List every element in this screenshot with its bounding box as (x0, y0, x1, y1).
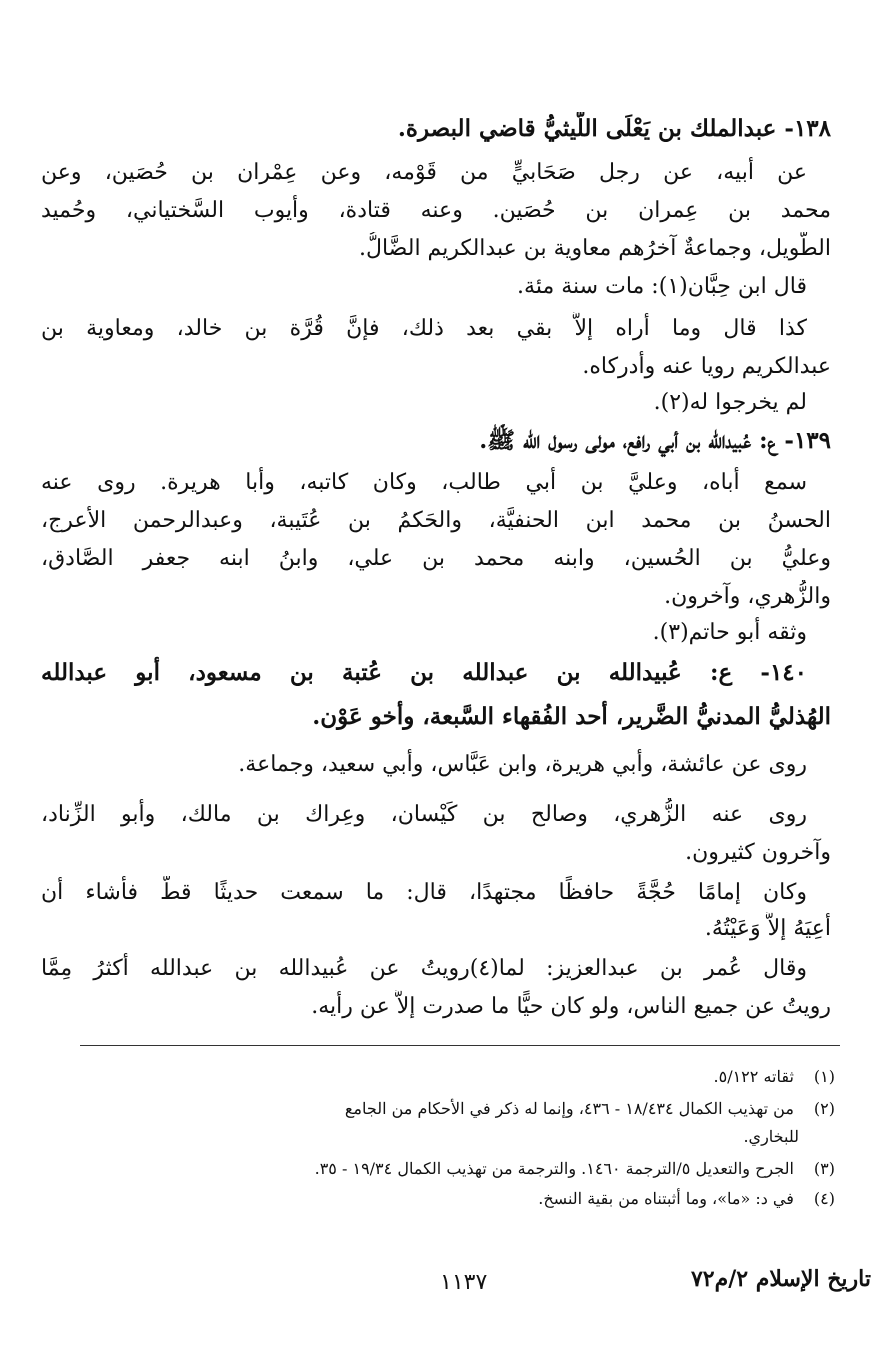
footnote-number: (٢) (813, 1099, 835, 1118)
footnote-3 (315, 1156, 835, 1182)
footnote-text: من تهذيب الكمال ١٨/٤٣٤ - ٤٣٦، وإنما له ذكر في الأحكام من الجامع (344, 1099, 794, 1118)
footnote-4 (538, 1186, 835, 1212)
entry-heading-138: ١٣٨- عبدالملك بن يَعْلَى اللَّيثيُّ قاضي البصرة. (397, 115, 831, 142)
text-line: والزُّهري، وآخرون. (664, 584, 831, 609)
text-line: رويتُ عن جميع الناس، ولو كان حيًّا ما صدرت إلاَّ عن رأيه. (311, 994, 831, 1019)
text-line: قال ابن حِبَّان(١): مات سنة مئة. (517, 274, 807, 299)
text-line: روى عن عائشة، وأبي هريرة، وابن عَبَّاس، وأبي سعيد، وجماعة. (238, 752, 807, 777)
footnote-number: (١) (813, 1067, 835, 1086)
text-line: وآخرون كثيرون. (685, 840, 831, 865)
footnote-rule (80, 1045, 840, 1046)
footnote-number: (٣) (813, 1159, 835, 1178)
footnote-text: الجرح والتعديل ٥/الترجمة ١٤٦٠. والترجمة من تهذيب الكمال ١٩/٣٤ - ٣٥. (314, 1159, 794, 1178)
text-line: وثقه أبو حاتم(٣). (652, 620, 807, 645)
text-line: لم يخرجوا له(٢). (653, 390, 807, 415)
text-line: عن أبيه، عن رجل صَحَابيٍّ من قَوْمه، وعن عِمْران بن حُصَين، وعن (41, 160, 807, 185)
text-line: عبدالكريم رويا عنه وأدركاه. (582, 354, 831, 379)
text-line: أعِيَهُ إلاَّ وَعَيْتُهُ. (704, 916, 831, 941)
entry-heading-139: ١٣٩- ع: عُبيدالله بن أبي رافع، مولى رسول الله ﷺ. (479, 427, 831, 454)
footnote-text: في د: «ما»، وما أثبتناه من بقية النسخ. (538, 1189, 794, 1208)
text-line: وكان إمامًا حُجَّةً حافظًا مجتهدًا، قال: ما سمعت حديثًا قطُّ فأشاء أن (41, 880, 807, 905)
footnote-text: للبخاري. (743, 1127, 799, 1146)
page-number: ١١٣٧ (440, 1270, 488, 1295)
text-line: سمع أباه، وعليَّ بن أبي طالب، وكان كاتبه، وأبا هريرة. روى عنه (41, 470, 807, 495)
text-line: وعليُّ بن الحُسين، وابنه محمد بن علي، وابنُ ابنه جعفر الصَّادق، (41, 546, 831, 571)
text-line: الحسنُ بن محمد ابن الحنفيَّة، والحَكمُ بن عُتَيبة، وعبدالرحمن الأعرج، (41, 508, 831, 533)
text-line: الطَّويل، وجماعةٌ آخرُهم معاوية بن عبدالكريم الضَّالُّ. (358, 236, 831, 261)
book-signature: تاريخ الإسلام ٢/م٧٢ (690, 1266, 871, 1292)
footnote-2-cont (743, 1124, 799, 1150)
text-line: كذا قال وما أراه إلاَّ بقي بعد ذلك، فإنَّ قُرَّة بن خالد، ومعاوية بن (41, 316, 807, 341)
footnote-number: (٤) (813, 1189, 835, 1208)
footnote-2 (345, 1096, 835, 1122)
text-line: روى عنه الزُّهري، وصالح بن كَيْسان، وعِراك بن مالك، وأبو الزِّناد، (41, 802, 807, 827)
footnote-text: ثقاته ٥/١٢٢. (713, 1067, 794, 1086)
text-line: محمد بن عِمران بن حُصَين. وعنه قتادة، وأيوب السَّختياني، وحُميد (41, 198, 831, 223)
entry-heading-140-cont: الهُذليُّ المدنيُّ الضَّرير، أحد الفُقهاء السَّبعة، وأخو عَوْن. (312, 703, 831, 730)
footnote-1 (714, 1064, 836, 1090)
entry-heading-140: ١٤٠- ع: عُبيدالله بن عبدالله بن عُتبة بن مسعود، أبو عبدالله (41, 659, 807, 686)
text-line: وقال عُمر بن عبدالعزيز: لما(٤)رويتُ عن عُبيدالله بن عبدالله أكثرُ مِمَّا (41, 956, 807, 981)
